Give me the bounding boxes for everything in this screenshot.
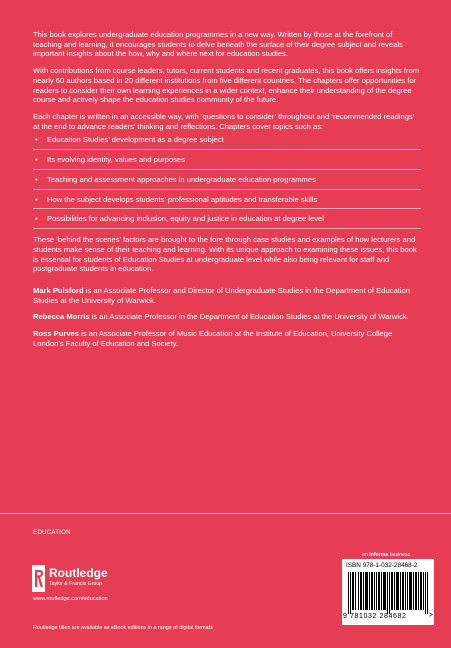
isbn-text: ISBN 978-1-032-28468-2	[346, 562, 418, 569]
ebook-footnote: Routledge titles are available as eBook editions in a range of digital formats	[33, 625, 213, 631]
category-label: EDUCATION	[33, 529, 71, 536]
back-cover-text	[33, 30, 421, 356]
publisher-subtitle: Taylor & Francis Group	[49, 581, 103, 587]
informa-suffix: business	[388, 552, 411, 558]
author-description: is an Associate Professor and Director of Undergraduate Studies in the Department of Education Studies at the University of Warwick.	[33, 285, 410, 305]
author-bio-purves	[33, 329, 421, 348]
topic-text: Education Studies’ development as a degree subject	[47, 135, 224, 145]
author-bio-pulsford	[33, 286, 421, 305]
topic-list	[33, 135, 421, 229]
bullet-icon: •	[35, 155, 38, 165]
chevron-right-icon: >	[428, 612, 433, 619]
divider	[33, 149, 421, 150]
bullet-icon: •	[35, 194, 38, 204]
topic-text: How the subject develops students’ professional aptitudes and transferable skills	[47, 194, 318, 204]
bullet-icon: •	[35, 135, 38, 145]
author-description: is an Associate Professor in the Department of Education Studies at the University of Warwick.	[89, 312, 409, 322]
list-item	[33, 195, 421, 205]
list-item	[33, 175, 421, 185]
topic-text: Possibilities for advancing inclusion, equity and justice in education at degree level	[47, 214, 324, 224]
topic-text: Its evolving identity, values and purposes	[47, 155, 185, 165]
intro-paragraph: This book explores undergraduate education programmes in a new way. Written by those at the forefront of teaching and learning, it encourages students to delve beneath the surface of their degree subject and reveals important insights about the how, why and where next for education studies.	[33, 30, 403, 59]
bullet-icon: •	[35, 174, 38, 184]
informa-prefix: an	[362, 552, 370, 558]
divider	[33, 189, 421, 190]
isbn-barcode-box	[342, 559, 434, 625]
divider	[33, 228, 421, 229]
list-item	[33, 135, 421, 145]
author-name: Rebecca Morris	[33, 312, 90, 322]
publisher-website: www.routledge.com/education	[33, 596, 108, 602]
informa-label	[362, 552, 410, 558]
chapters-paragraph: Each chapter is written in an accessible way, with ‘questions to consider’ throughout and ‘recommended readings’ at the end to advance readers’ thinking and reflections. Chapters cover topics such as:	[33, 112, 415, 131]
publisher-name: Routledge	[49, 566, 108, 580]
author-bio-morris	[33, 312, 421, 322]
contributors-paragraph: With contributions from course leaders, tutors, current students and recent graduates, this book offers insights from nearly 60 authors based in 20 different institutions from five different countries. The chapters offer opportunities for readers to consider their own learning experiences in a wider context, enhance their understanding of the degree course and actively shape the education studies community of the future.	[33, 66, 420, 105]
publisher-logo	[32, 565, 152, 595]
author-description: is an Associate Professor of Music Education at the Institute of Education, University College London’s Faculty of Education and Society.	[33, 329, 393, 348]
list-item	[33, 214, 421, 224]
list-item	[33, 155, 421, 165]
author-name: Mark Pulsford	[33, 285, 84, 295]
routledge-r-icon	[32, 565, 45, 592]
author-name: Ross Purves	[33, 329, 80, 339]
barcode-icon	[346, 572, 430, 614]
topic-text: Teaching and assessment approaches in undergraduate education programmes	[47, 174, 316, 184]
divider	[33, 169, 421, 170]
bullet-icon: •	[35, 214, 38, 224]
divider	[33, 208, 421, 209]
informa-brand: informa	[369, 552, 389, 558]
barcode-digits: 9 781032 284682	[343, 613, 407, 620]
summary-paragraph: These ‘behind the scenes’ factors are brought to the fore through case studies and examples of how lecturers and students make sense of their teaching and learning. With its unique approach to examining these issues, this book is essential for students of Education Studies at undergraduate level while also being relevant for staff and postgraduate students in education.	[33, 235, 417, 274]
footer-divider	[0, 513, 451, 514]
